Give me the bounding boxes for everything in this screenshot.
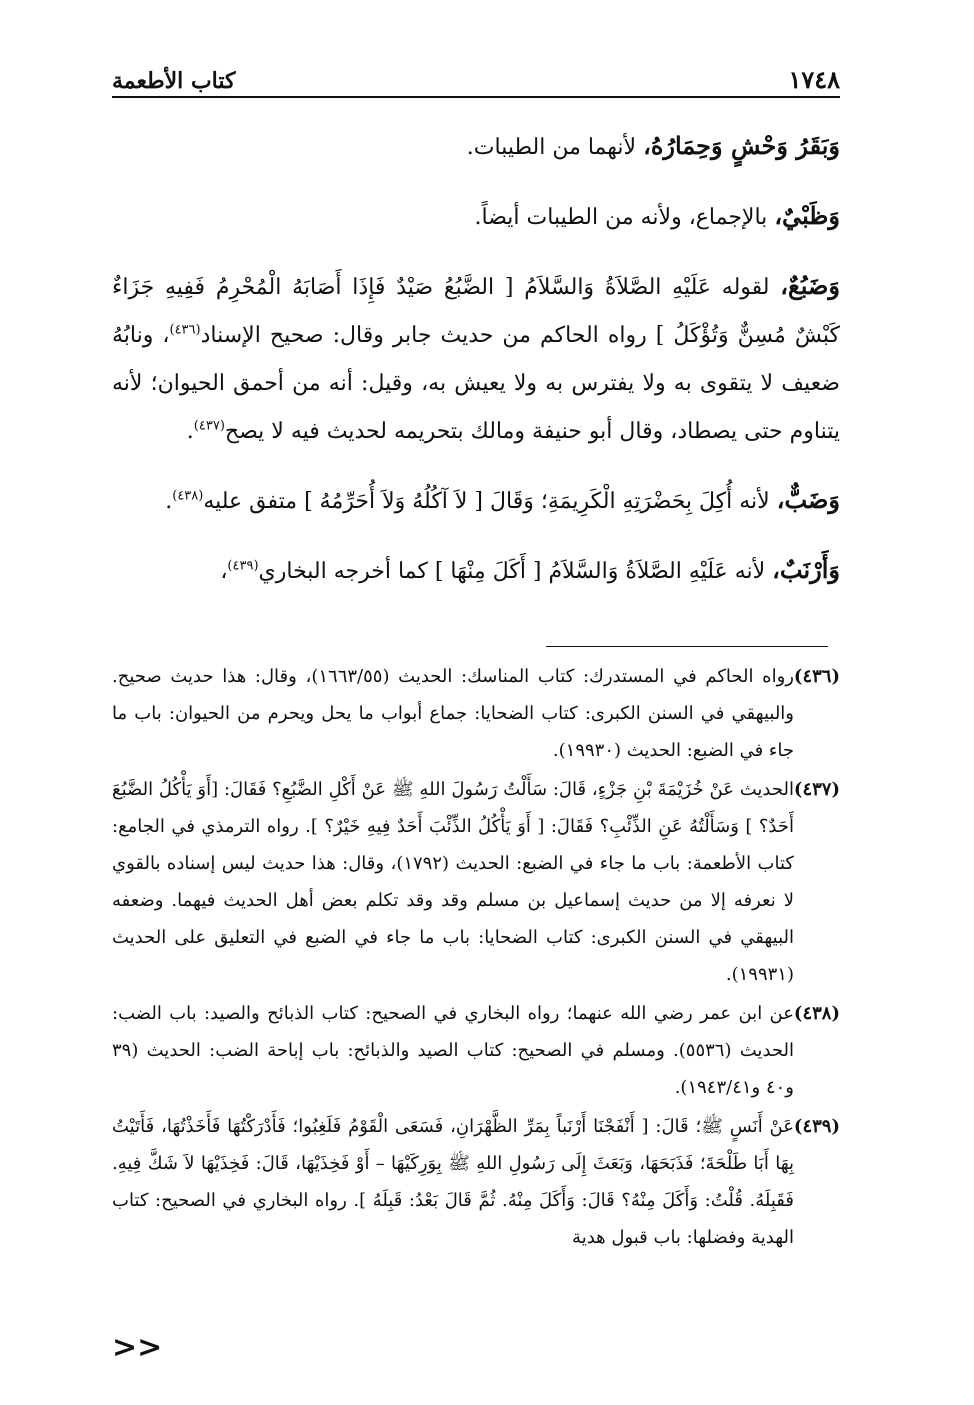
continuation-mark: << [112, 1330, 163, 1365]
footnote-number: (٤٣٨) [793, 1003, 840, 1024]
footnote-separator [546, 646, 828, 647]
headword: وَضَبُعٌ، [780, 271, 840, 300]
footnotes [112, 658, 840, 1258]
footnote-number: (٤٣٦) [793, 666, 840, 687]
paragraph-text: . [165, 489, 173, 514]
paragraph-rabbit [112, 546, 840, 596]
footnote-text: عن ابن عمر رضي الله عنهما؛ رواه البخاري في الصحيح: كتاب الذبائح والصيد: باب الضب: الحديث (٥٥٣٦). ومسلم في الصحيح: كتاب الصيد والذبائح: باب إباحة الضب: الحديث (٣٩ و٤٠ و١٩٤٣/٤١). [112, 1003, 794, 1098]
headword: وَأَرْنَبٌ، [772, 555, 840, 584]
footnote-text: الحديث عَنْ خُزَيْمَةَ بْنِ جَزْءٍ، قَالَ: سَأَلْتُ رَسُولَ اللهِ ﷺ عَنْ أَكْلِ الضَّبُعِ؟ فَقَالَ: [أَوَ يَأْكُلُ الضَّبُعَ أَحَدٌ؟ ] وَسَأَلْتُهُ عَنِ الذِّئْبِ؟ فَقَالَ: [ أَوَ يَأْكُلُ الذِّئْبَ أَحَدٌ فِيهِ خَيْرٌ؟ ]. رواه الترمذي في الجامع: كتاب الأطعمة: باب ما جاء في الضبع: الحديث (١٧٩٢)، وقال: هذا حديث ليس إسناده بالقوي لا نعرفه إلا من حديث إسماعيل بن مسلم وقد وقد تكلم بعض أهل الحديث فيهما. وضعفه البيهقي في السنن الكبرى: كتاب الضحايا: باب ما جاء في الضبع في التعليق على الحديث (١٩٩٣١). [112, 779, 794, 985]
page-number: ١٧٤٨ [788, 65, 840, 94]
paragraph-text: بالإجماع، ولأنه من الطيبات أيضاً. [474, 205, 775, 230]
paragraph-hyena [112, 262, 840, 456]
footnote-number: (٤٣٩) [793, 1116, 840, 1137]
footnote [112, 995, 840, 1106]
footnote [112, 658, 840, 769]
book-title: كتاب الأطعمة [112, 68, 236, 94]
headword: وَبَقَرُ وَحْشٍ وَحِمَارُهُ، [643, 131, 840, 160]
paragraph-wild-cattle [112, 122, 840, 172]
running-header [112, 62, 840, 98]
footnote-ref: (٤٣٧) [193, 418, 225, 434]
footnote-number: (٤٣٧) [793, 779, 840, 800]
footnote [112, 771, 840, 993]
paragraph-gazelle [112, 192, 840, 242]
footnote-ref: (٤٣٩) [227, 558, 259, 574]
paragraph-text: لأنه أُكِلَ بِحَضْرَتِهِ الْكَرِيمَةِ؛ وَقَالَ [ لاَ آكُلُهُ وَلاَ أُحَرِّمُهُ ] متفق عليه [203, 489, 777, 514]
main-text [112, 122, 840, 616]
paragraph-text: ، [220, 559, 228, 584]
footnote-ref: (٤٣٨) [172, 488, 204, 504]
footnote-text: عَنْ أَنَسٍ ﷺ؛ قَالَ: [ أَنْفَجْنَا أَرْنَباً بِمَرِّ الظَّهْرَانِ، فَسَعَى الْقَوْمُ فَلَغِبُوا؛ فَأَدْرَكْتُهَا فَأَخَذْتُهَا، فَأَتَيْتُ بِهَا أَبَا طَلْحَةَ؛ فَذَبَحَهَا، وَبَعَثَ إِلَى رَسُولِ اللهِ ﷺ بِوَرِكَيْهَا – أَوْ فَخِذَيْهَا، قَالَ: فَخِذَيْهَا لاَ شَكَّ فِيهِ. فَقَبِلَهُ. قُلْتُ: وَأَكَلَ مِنْهُ؟ قَالَ: وَأَكَلَ مِنْهُ. ثُمَّ قَالَ بَعْدُ: قَبِلَهُ ]. رواه البخاري في الصحيح: كتاب الهدية وفضلها: باب قبول هدية [112, 1116, 794, 1248]
headword: وَظَبْيٌ، [774, 201, 840, 230]
paragraph-text: . [186, 419, 194, 444]
paragraph-text: ، ونابُهُ ضعيف لا يتقوى به ولا يفترس به ولا يعيش به، وقيل: أنه من أحمق الحيوان؛ لأنه يتناوم حتى يصطاد، وقال أبو حنيفة ومالك بتحريمه لحديث فيه لا يصح [112, 323, 840, 444]
paragraph-text: لقوله عَلَيْهِ الصَّلاَةُ وَالسَّلاَمُ [ الضَّبُعُ صَيْدٌ فَإِذَا أَصَابَهُ الْمُحْرِمُ فَفِيهِ جَزَاءٌ كَبْشٌ مُسِنٌّ وَتُؤْكَلُ ] رواه الحاكم من حديث جابر وقال: صحيح الإسناد [112, 275, 840, 348]
footnote-ref: (٤٣٦) [169, 322, 201, 338]
paragraph-text: لأنه عَلَيْهِ الصَّلاَةُ وَالسَّلاَمُ [ أَكَلَ مِنْهَا ] كما أخرجه البخاري [258, 559, 773, 584]
footnote [112, 1108, 840, 1256]
paragraph-lizard [112, 476, 840, 526]
paragraph-text: لأنهما من الطيبات. [466, 135, 644, 160]
footnote-text: رواه الحاكم في المستدرك: كتاب المناسك: الحديث (١٦٦٣/٥٥)، وقال: هذا حديث صحيح. والبيهقي في السنن الكبرى: كتاب الضحايا: جماع أبواب ما يحل ويحرم من الحيوان: باب ما جاء في الضبع: الحديث (١٩٩٣٠). [112, 666, 794, 761]
headword: وَضَبٌّ، [776, 485, 840, 514]
